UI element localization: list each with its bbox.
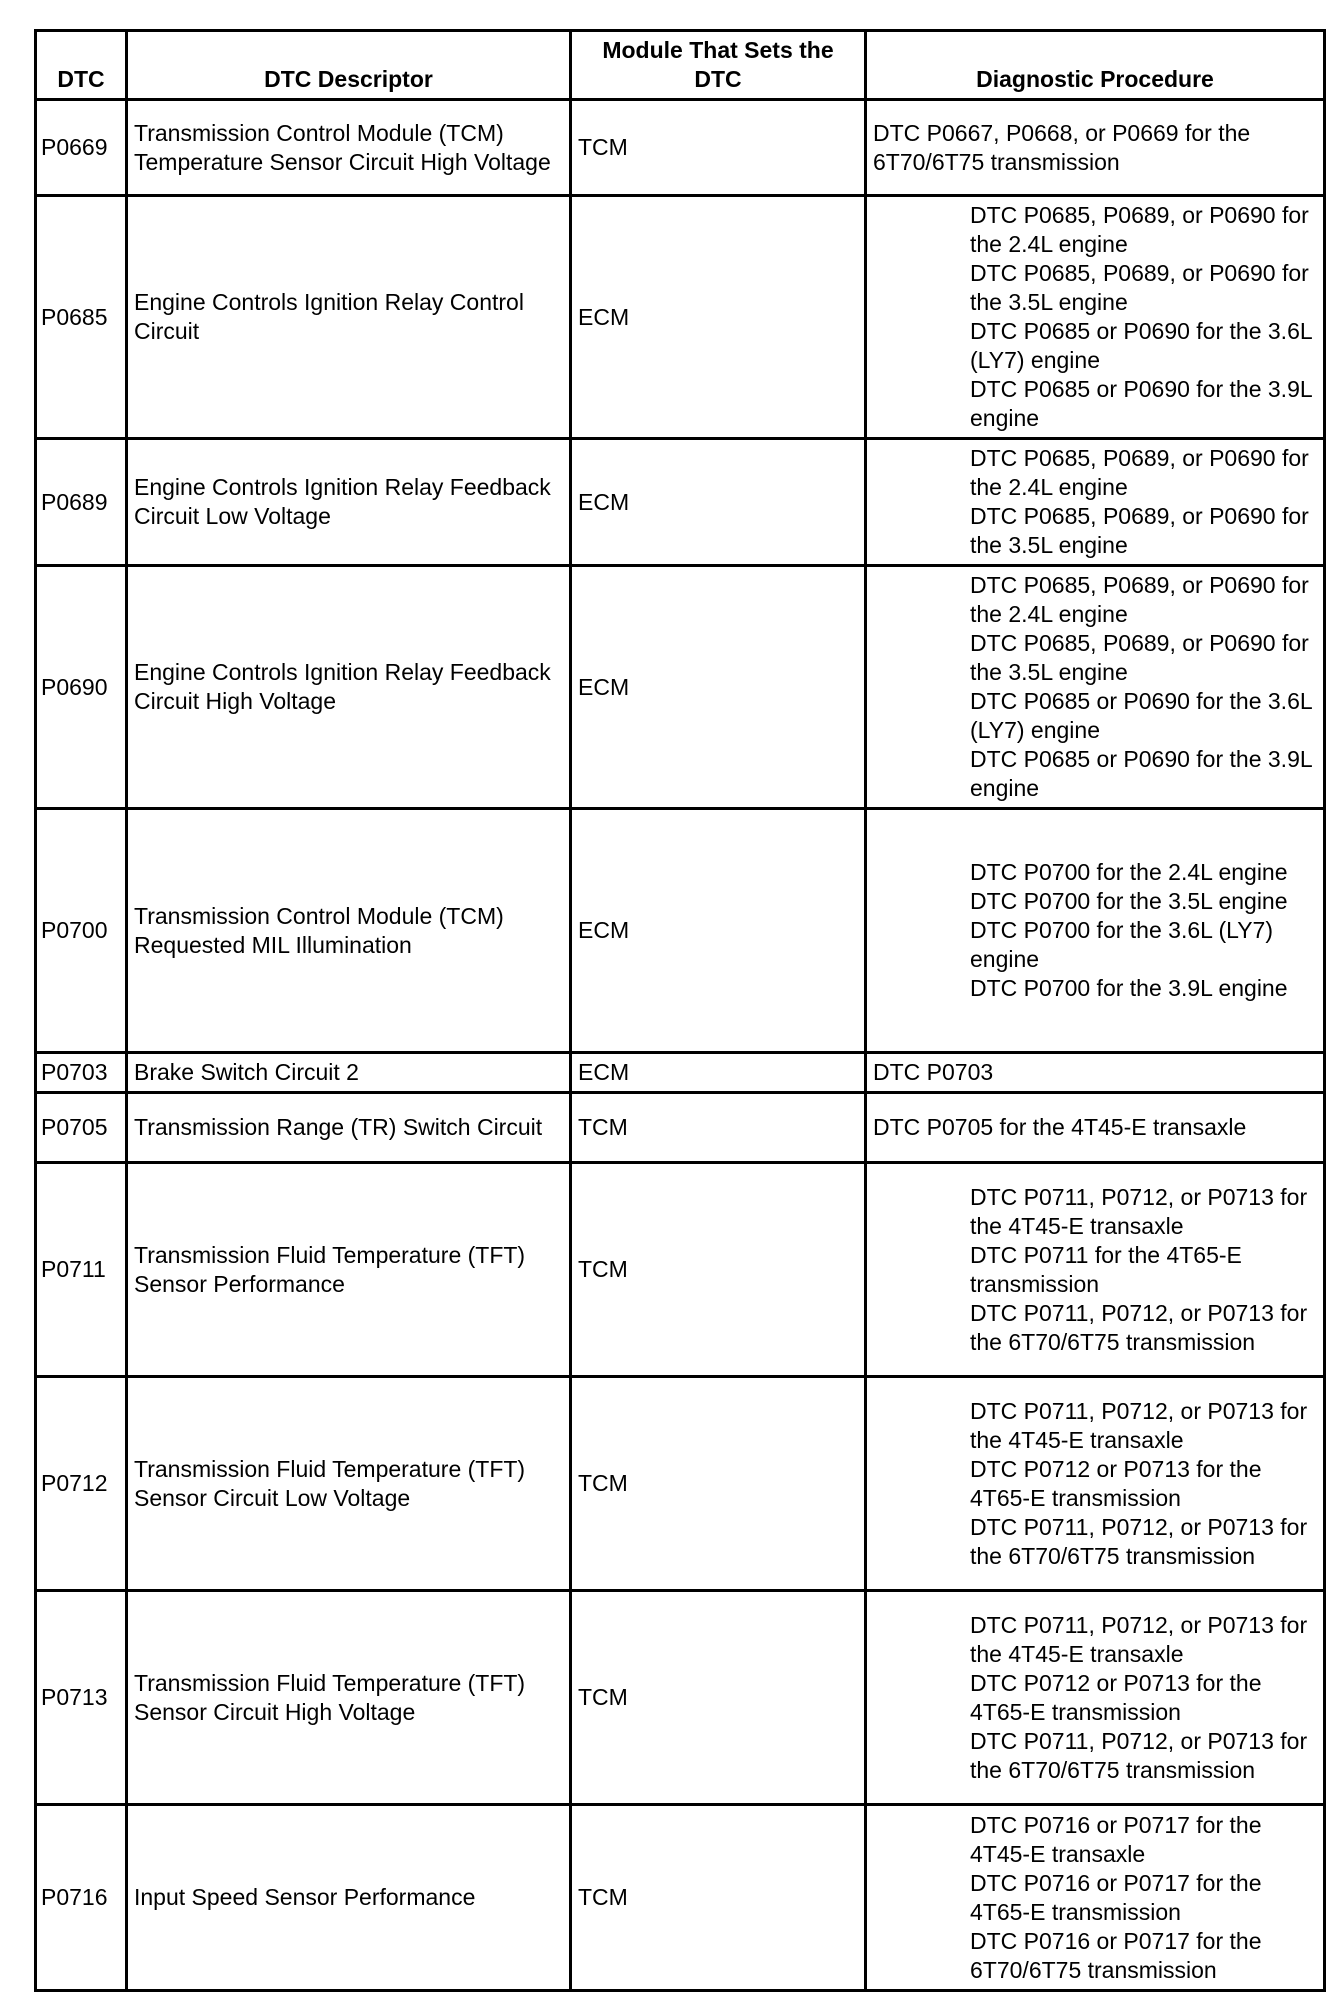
dtc-code: P0713 [36,1591,127,1805]
procedure-link[interactable]: DTC P0685, P0689, or P0690 for the 2.4L engine [970,445,1309,500]
header-module: Module That Sets the DTC [571,31,866,100]
dtc-code: P0669 [36,100,127,196]
dtc-descriptor: Transmission Control Module (TCM) Requested MIL Illumination [127,809,571,1053]
dtc-descriptor: Transmission Control Module (TCM) Temperature Sensor Circuit High Voltage [127,100,571,196]
procedure-link[interactable]: DTC P0711, P0712, or P0713 for the 6T70/6T75 transmission [970,1513,1308,1569]
module: TCM [571,1805,866,1991]
procedure-link[interactable]: DTC P0711, P0712, or P0713 for the 4T45-E transaxle [970,1397,1308,1453]
dtc-descriptor: Brake Switch Circuit 2 [127,1053,571,1093]
diagnostic-procedure [866,1163,1325,1377]
procedure-link[interactable]: DTC P0712 or P0713 for the 4T65-E transmission [970,1669,1262,1725]
procedure-link[interactable]: DTC P0685, P0689, or P0690 for the 3.5L engine [970,630,1309,685]
dtc-code: P0712 [36,1377,127,1591]
procedure-link[interactable]: DTC P0700 for the 3.5L engine [970,888,1288,914]
dtc-code: P0689 [36,439,127,566]
diagnostic-procedure [866,1805,1325,1991]
procedure-link[interactable]: DTC P0685, P0689, or P0690 for the 2.4L engine [970,202,1309,257]
diagnostic-procedure [866,1053,1325,1093]
procedure-link[interactable]: DTC P0667, P0668, or P0669 for the 6T70/6T75 transmission [873,119,1251,175]
dtc-descriptor: Transmission Range (TR) Switch Circuit [127,1093,571,1163]
diagnostic-procedure [866,566,1325,809]
diagnostic-procedure [866,100,1325,196]
dtc-descriptor: Engine Controls Ignition Relay Feedback Circuit Low Voltage [127,439,571,566]
dtc-descriptor: Transmission Fluid Temperature (TFT) Sensor Circuit High Voltage [127,1591,571,1805]
procedure-link[interactable]: DTC P0685 or P0690 for the 3.6L (LY7) engine [970,318,1312,373]
diagnostic-procedure [866,439,1325,566]
table-row [36,439,1325,566]
diagnostic-procedure [866,1093,1325,1163]
module: TCM [571,1591,866,1805]
procedure-link[interactable]: DTC P0712 or P0713 for the 4T65-E transmission [970,1455,1262,1511]
module: TCM [571,100,866,196]
dtc-descriptor: Input Speed Sensor Performance [127,1805,571,1991]
procedure-link[interactable]: DTC P0703 [873,1059,994,1085]
procedure-link[interactable]: DTC P0685 or P0690 for the 3.9L engine [970,746,1312,801]
module: ECM [571,439,866,566]
procedure-link[interactable]: DTC P0685, P0689, or P0690 for the 3.5L engine [970,503,1309,558]
procedure-link[interactable]: DTC P0705 for the 4T45-E transaxle [873,1114,1247,1140]
diagnostic-procedure [866,809,1325,1053]
header-descriptor: DTC Descriptor [127,31,571,100]
table-row [36,196,1325,439]
procedure-link[interactable]: DTC P0711, P0712, or P0713 for the 6T70/6T75 transmission [970,1727,1308,1783]
dtc-descriptor: Engine Controls Ignition Relay Feedback Circuit High Voltage [127,566,571,809]
table-row [36,566,1325,809]
procedure-link[interactable]: DTC P0700 for the 3.6L (LY7) engine [970,917,1273,972]
procedure-link[interactable]: DTC P0716 or P0717 for the 6T70/6T75 transmission [970,1927,1262,1983]
dtc-descriptor: Transmission Fluid Temperature (TFT) Sensor Circuit Low Voltage [127,1377,571,1591]
procedure-link[interactable]: DTC P0716 or P0717 for the 4T45-E transaxle [970,1811,1262,1867]
module: TCM [571,1163,866,1377]
dtc-code: P0711 [36,1163,127,1377]
table-row [36,1053,1325,1093]
module: TCM [571,1377,866,1591]
module: ECM [571,809,866,1053]
procedure-link[interactable]: DTC P0685, P0689, or P0690 for the 3.5L engine [970,260,1309,315]
procedure-link[interactable]: DTC P0685 or P0690 for the 3.6L (LY7) engine [970,688,1312,743]
procedure-link[interactable]: DTC P0711 for the 4T65-E transmission [970,1241,1242,1297]
module: TCM [571,1093,866,1163]
diagnostic-procedure [866,1377,1325,1591]
procedure-link[interactable]: DTC P0711, P0712, or P0713 for the 4T45-E transaxle [970,1183,1308,1239]
diagnostic-procedure [866,1591,1325,1805]
dtc-code: P0705 [36,1093,127,1163]
dtc-descriptor: Transmission Fluid Temperature (TFT) Sensor Performance [127,1163,571,1377]
table-row [36,1805,1325,1991]
module: ECM [571,196,866,439]
table-row [36,809,1325,1053]
dtc-code: P0716 [36,1805,127,1991]
dtc-table [34,29,1326,1992]
table-header-row [36,31,1325,100]
procedure-link[interactable]: DTC P0700 for the 3.9L engine [970,975,1288,1001]
module: ECM [571,1053,866,1093]
table-row [36,1163,1325,1377]
dtc-code: P0685 [36,196,127,439]
dtc-descriptor: Engine Controls Ignition Relay Control Circuit [127,196,571,439]
header-dtc: DTC [36,31,127,100]
procedure-link[interactable]: DTC P0685 or P0690 for the 3.9L engine [970,376,1312,431]
procedure-link[interactable]: DTC P0700 for the 2.4L engine [970,859,1288,885]
procedure-link[interactable]: DTC P0711, P0712, or P0713 for the 6T70/6T75 transmission [970,1299,1308,1355]
dtc-code: P0700 [36,809,127,1053]
procedure-link[interactable]: DTC P0716 or P0717 for the 4T65-E transmission [970,1869,1262,1925]
dtc-code: P0690 [36,566,127,809]
table-row [36,1093,1325,1163]
table-row [36,100,1325,196]
table-row [36,1591,1325,1805]
procedure-link[interactable]: DTC P0685, P0689, or P0690 for the 2.4L engine [970,572,1309,627]
dtc-code: P0703 [36,1053,127,1093]
header-procedure: Diagnostic Procedure [866,31,1325,100]
table-row [36,1377,1325,1591]
module: ECM [571,566,866,809]
procedure-link[interactable]: DTC P0711, P0712, or P0713 for the 4T45-E transaxle [970,1611,1308,1667]
diagnostic-procedure [866,196,1325,439]
